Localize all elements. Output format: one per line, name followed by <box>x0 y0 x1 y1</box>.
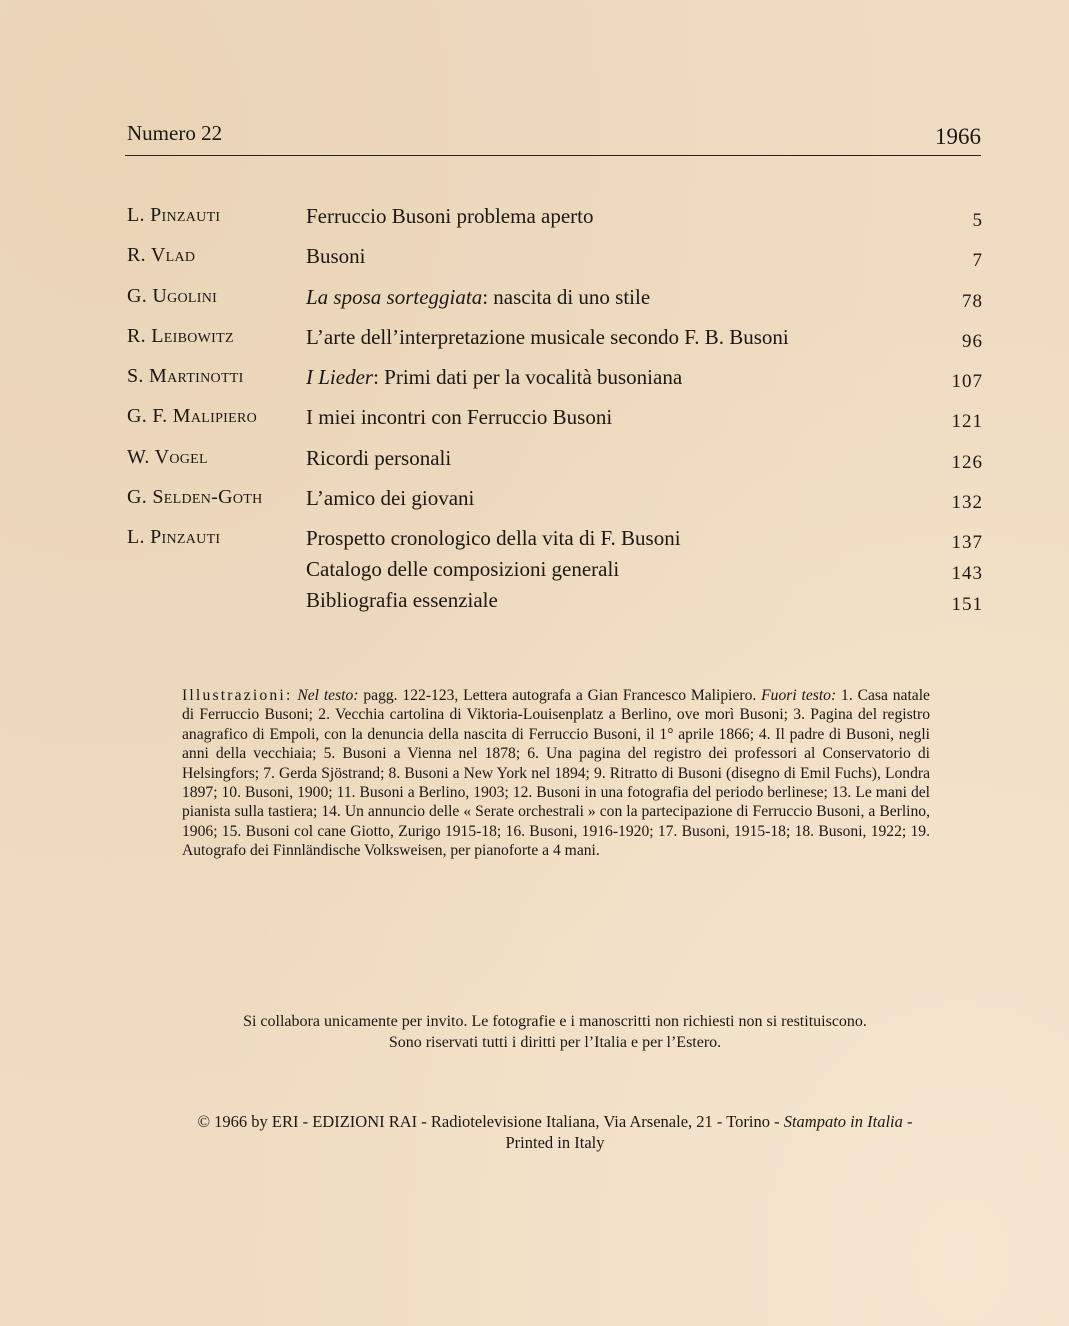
toc-row <box>127 588 983 619</box>
toc-title: Ferruccio Busoni problema aperto <box>306 204 594 228</box>
toc-title: Ricordi personali <box>306 445 452 470</box>
notice-line-1: Si collabora unicamente per invito. Le fotografie e i manoscritti non richiesti non si restituiscono. <box>243 1013 867 1030</box>
toc-page: 96 <box>962 330 983 352</box>
rights-notice <box>127 1011 983 1053</box>
toc-title: I miei incontri con Ferruccio Busoni <box>306 405 613 430</box>
toc-author: G. F. Malipiero <box>127 405 258 428</box>
toc-row <box>127 204 983 244</box>
toc-title: Bibliografia essenziale <box>306 588 498 613</box>
toc-title: Busoni <box>306 244 366 269</box>
toc-author: R. Leibowitz <box>127 324 234 347</box>
toc-page: 143 <box>951 563 983 585</box>
toc-row <box>127 526 983 557</box>
copyright-main: © 1966 by ERI - EDIZIONI RAI - Radiotelevisione Italiana, Via Arsenale, 21 - Torino - <box>197 1112 780 1131</box>
toc-author: W. Vogel <box>127 445 208 468</box>
toc-page: 107 <box>951 371 983 393</box>
toc-page: 5 <box>972 210 983 231</box>
illustrations-lead: Illustrazioni: <box>182 687 293 704</box>
toc-page: 121 <box>951 411 983 433</box>
copyright-line-1 <box>127 1111 983 1132</box>
toc-page: 126 <box>951 451 983 473</box>
header-number: Numero 22 <box>127 121 223 145</box>
toc-row <box>127 446 983 486</box>
illustrations-fuori-text: 1. Casa natale di Ferruccio Busoni; 2. Vecchia cartolina di Viktoria-Louisenplatz a Berlino, ove morì Busoni; 3. Pagina del registro anagrafico di Empoli, con la denuncia della nascita di Ferruccio Busoni, il 1° aprile 1866; 4. Il padre di Busoni, negli anni della vecchiaia; 5. Busoni a Vienna nel 1878; 6. Una pagina del registro dei professori al Conservatorio di Helsingfors; 7. Gerda Sjöstrand; 8. Busoni a New York nel 1894; 9. Ritratto di Busoni (disegno di Emil Fuchs), Londra 1897; 10. Busoni, 1900; 11. Busoni a Berlino, 1903; 12. Busoni in una fotografia del periodo berlinese; 13. Le mani del pianista sulla tastiera; 14. Un annuncio delle « Serate orchestrali » con la partecipazione di Ferruccio Busoni, a Berlino, 1906; 15. Busoni col cane Giotto, Zurigo 1915-18; 16. Busoni, 1916-1920; 17. Busoni, 1915-18; 18. Busoni, 1922; 19. Autografo dei Finnländische Volksweisen, per pianoforte a 4 mani. <box>182 687 930 860</box>
toc-title: Prospetto cronologico della vita di F. Busoni <box>306 526 681 551</box>
toc-title: L’amico dei giovani <box>306 486 475 511</box>
copyright-dash: - <box>902 1112 913 1131</box>
toc-title: L’arte dell’interpretazione musicale secondo F. B. Busoni <box>306 324 789 349</box>
toc-author: L. Pinzauti <box>127 526 221 549</box>
toc-row <box>127 325 983 365</box>
illustrations-paragraph <box>182 686 930 861</box>
toc-author: S. Martinotti <box>127 365 244 388</box>
table-of-contents <box>127 204 983 619</box>
toc-title-italic: I Lieder <box>306 365 374 390</box>
toc-page: 7 <box>972 250 983 272</box>
toc-row <box>127 244 983 284</box>
toc-page: 137 <box>951 532 983 554</box>
toc-title-rest: : nascita di uno stile <box>482 284 651 309</box>
toc-title <box>306 285 650 310</box>
toc-row <box>127 405 983 445</box>
toc-author: R. Vlad <box>127 244 196 267</box>
toc-title-italic: La sposa sorteggiata <box>306 284 483 309</box>
illustrations-nel-label: Nel testo: <box>297 687 359 704</box>
header-rule <box>125 155 981 156</box>
toc-title <box>306 365 682 390</box>
copyright-line-2: Printed in Italy <box>505 1133 605 1152</box>
illustrations-fuori-label: Fuori testo: <box>761 687 837 704</box>
copyright-notice <box>127 1111 983 1153</box>
toc-row <box>127 486 983 526</box>
notice-line-2: Sono riservati tutti i diritti per l’Italia e per l’Estero. <box>388 1034 722 1051</box>
header-year: 1966 <box>935 124 981 149</box>
toc-title: Catalogo delle composizioni generali <box>306 557 620 582</box>
illustrations-nel-text: pagg. 122-123, Lettera autografa a Gian Francesco Malipiero. <box>363 687 757 704</box>
toc-row <box>127 285 983 325</box>
toc-page: 78 <box>962 290 983 312</box>
toc-author: G. Ugolini <box>127 284 218 307</box>
toc-author: G. Selden-Goth <box>127 486 263 509</box>
toc-author: L. Pinzauti <box>127 204 221 226</box>
toc-page: 132 <box>951 492 983 514</box>
toc-page: 151 <box>951 594 983 616</box>
toc-title-rest: : Primi dati per la vocalità busoniana <box>373 365 683 390</box>
copyright-italic: Stampato in Italia <box>783 1112 903 1131</box>
toc-row <box>127 557 983 588</box>
toc-row <box>127 365 983 405</box>
